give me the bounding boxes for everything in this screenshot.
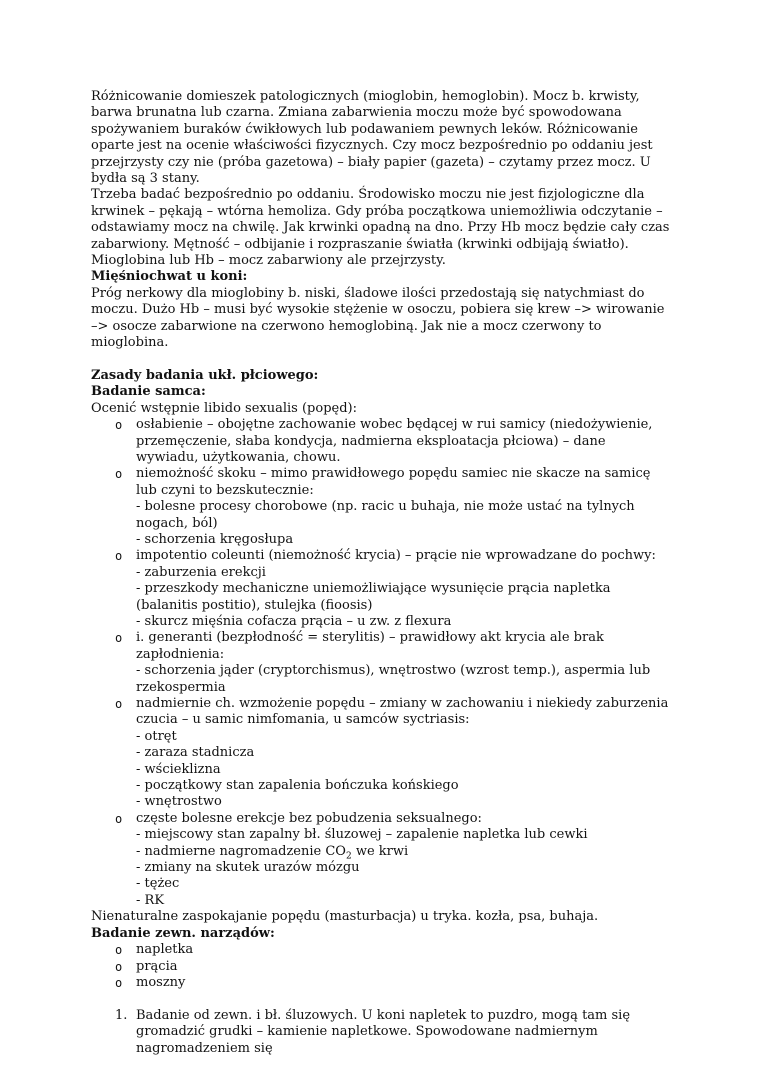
list-item (91, 630, 671, 696)
list-item (91, 548, 671, 630)
list-item-line: - schorzenia kręgosłupa (136, 531, 294, 547)
list-item (91, 975, 671, 991)
horses-paragraph: Próg nerkowy dla mioglobiny b. niski, śladowe ilości przedostają się natychmiast do moczu. Dużo Hb – musi być wysokie stężenie w osoczu, pobiera się krew –> wirowanie –> osocze zabarwione na czerwono hemoglobiną. Jak nie a mocz czerwony to mioglobina. (91, 285, 665, 351)
list-item-line (136, 844, 671, 860)
horses-heading: Mięśniochwat u koni: (91, 269, 248, 285)
list-item-line: - bolesne procesy chorobowe (np. racic u buhaja, nie może ustać na tylnych nogach, ból) (136, 499, 635, 531)
list-item-line: - miejscowy stan zapalny bł. śluzowej – zapalenie napletka lub cewki (136, 827, 588, 843)
list-item-line: - RK (136, 892, 165, 908)
list-item-line: o częste bolesne erekcje bez pobudzenia seksualnego: (136, 810, 482, 826)
organ-label: o napletka (136, 942, 194, 958)
masturbation-paragraph: Nienaturalne zaspokajanie popędu (masturbacja) u tryka. kozła, psa, buhaja. (91, 909, 599, 925)
list-item (91, 466, 671, 548)
list-item-line: - otręt (136, 728, 177, 744)
document-page (91, 89, 671, 1057)
list-item (91, 959, 671, 975)
list-item-line: - skurcz mięśnia cofacza prącia – u zw. z flexura (136, 613, 452, 629)
numbered-item-text: Badanie od zewn. i bł. śluzowych. U koni napletek to puzdro, mogą tam się gromadzić grudki – kamienie napletkowe. Spowodowane nadmiernym nagromadzeniem się (136, 1007, 631, 1056)
list-item (91, 942, 671, 958)
male-exam-heading: Badanie samca: (91, 384, 206, 400)
intro-paragraph-2: Trzeba badać bezpośrednio po oddaniu. Środowisko moczu nie jest fizjologiczne dla krwinek – pękają – wtórna hemoliza. Gdy próba początkowa uniemożliwia odczytanie – odstawiamy mocz na chwilę. Jak krwinki opadną na dno. Przy Hb mocz będzie cały czas zabarwiony. Mętność – odbijanie i rozpraszanie światła (krwinki odbijają światło). Mioglobina lub Hb – mocz zabarwiony ale przejrzysty. (91, 187, 670, 269)
list-item (91, 696, 671, 811)
list-item-line: - zaraza stadnicza (136, 745, 255, 761)
list-item-line: o impotentio coleunti (niemożność krycia) – prącie nie wprowadzane do pochwy: (136, 548, 656, 564)
intro-paragraph-1: Różnicowanie domieszek patologicznych (mioglobin, hemoglobin). Mocz b. krwisty, barwa brunatna lub czarna. Zmiana zabarwienia moczu może być spowodowana spożywaniem buraków ćwikłowych lub podawaniem pewnych leków. Różnicowanie oparte jest na ocenie właściwości fizycznych. Czy mocz bezpośrednio po oddaniu jest przejrzysty czy nie (próba gazetowa) – biały papier (gazeta) – czytamy przez mocz. U bydła są 3 stany. (91, 89, 653, 187)
list-item (91, 811, 671, 909)
list-item-line: - zaburzenia erekcji (136, 564, 266, 580)
numbered-list (91, 1008, 671, 1057)
list-item-line: o niemożność skoku – mimo prawidłowego popędu samiec nie skacze na samicę lub czyni to bezskutecznie: (136, 466, 651, 498)
blank-line (91, 352, 671, 368)
list-item-line: o i. generanti (bezpłodność = sterylitis) – prawidłowy akt krycia ale brak zapłodnienia: (136, 630, 604, 662)
list-item (91, 417, 671, 466)
organs-list (91, 942, 671, 991)
list-item-line: o nadmiernie ch. wzmożenie popędu – zmiany w zachowaniu i niekiedy zaburzenia czucia – u samic nimfomania, u samców syctriasis: (136, 696, 669, 728)
libido-list (91, 417, 671, 909)
co2-subscript: 2 (345, 851, 352, 862)
item-number: 1. (115, 1007, 128, 1023)
list-item-line: - schorzenia jąder (cryptorchismus), wnętrostwo (wzrost temp.), aspermia lub rzekospermia (136, 663, 651, 695)
list-item-line: - wścieklizna (136, 761, 221, 777)
external-organs-heading: Badanie zewn. narządów: (91, 925, 275, 941)
organ-label: o moszny (136, 974, 186, 990)
section-heading: Zasady badania ukł. płciowego: (91, 367, 319, 383)
list-item-line: - wnętrostwo (136, 794, 222, 810)
blank-line (91, 991, 671, 1007)
list-item-line: - zmiany na skutek urazów mózgu (136, 860, 360, 876)
list-item-line: - początkowy stan zapalenia bończuka końskiego (136, 778, 459, 794)
list-item-line: - przeszkody mechaniczne uniemożliwiające wysunięcie prącia napletka (balanitis postitio), stulejka (fioosis) (136, 581, 611, 613)
numbered-item (91, 1008, 671, 1057)
co2-suffix: we krwi (351, 843, 409, 859)
list-item-line: o osłabienie – obojętne zachowanie wobec będącej w rui samicy (niedożywienie, przemęczenie, słaba kondycja, nadmierna eksploatacja płciowa) – dane wywiadu, użytkowania, chowu. (136, 417, 653, 465)
co2-text: - nadmierne nagromadzenie CO (136, 843, 346, 859)
organ-label: o prącia (136, 958, 178, 974)
libido-intro: Ocenić wstępnie libido sexualis (popęd): (91, 400, 357, 416)
list-item-line: - tężec (136, 876, 180, 892)
